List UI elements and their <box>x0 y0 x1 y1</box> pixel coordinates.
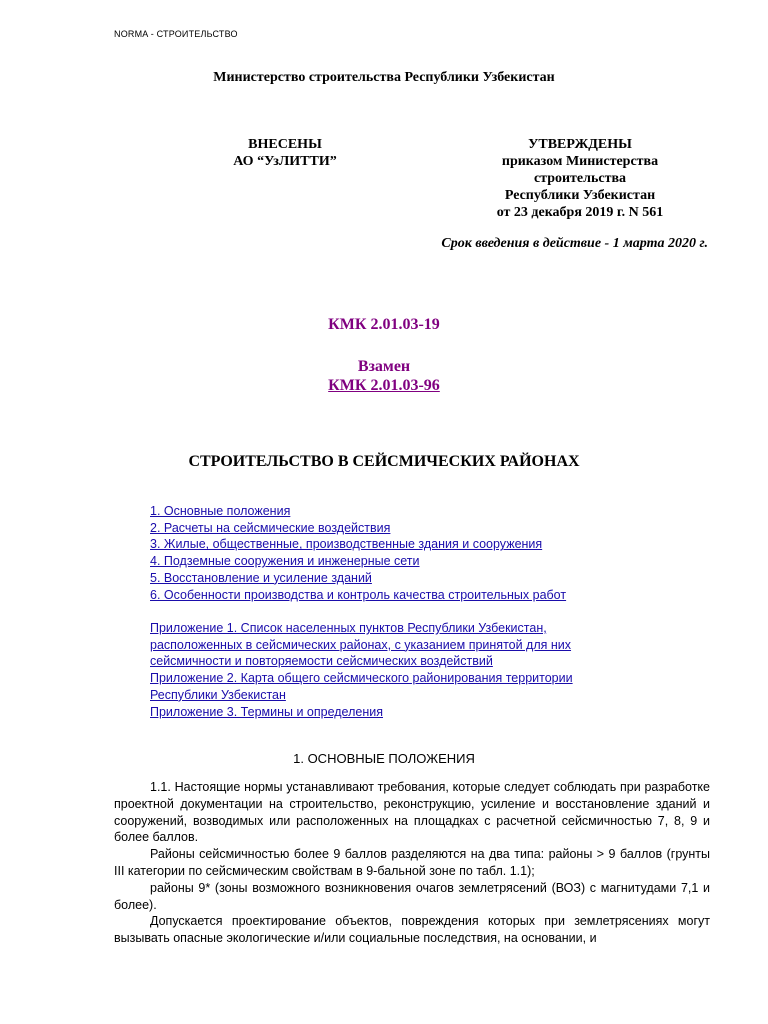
approved-line: приказом Министерства <box>501 154 659 169</box>
approved-line: от 23 декабря 2019 г. N 561 <box>496 205 664 220</box>
approved-line: Республики Узбекистан <box>504 188 656 203</box>
approved-label: УТВЕРЖДЕНЫ <box>528 137 632 152</box>
appendix-links <box>150 620 650 720</box>
table-of-contents <box>150 503 650 603</box>
toc-link-section-3[interactable]: 3. Жилые, общественные, производственные здания и сооружения <box>150 537 543 552</box>
section-body <box>114 779 710 947</box>
approved-line: строительства <box>533 171 627 186</box>
ministry-heading: Министерство строительства Республики Узбекистан <box>213 70 555 85</box>
effective-date: Срок введения в действие - 1 марта 2020 г. <box>441 236 708 251</box>
toc-link-section-1[interactable]: 1. Основные положения <box>150 504 291 518</box>
paragraph: 1.1. Настоящие нормы устанавливают требования, которые следует соблюдать при разработке проектной документации на строительство, реконструкцию, усиление и восстановление зданий и сооружений, возводимых или расположенных на площадках с расчетной сейсмичностью 7, 8, 9 и более баллов. <box>114 780 710 845</box>
paragraph: районы 9* (зоны возможного возникновения очагов землетрясений (ВОЗ) с магнитудами 7,1 и более). <box>114 880 710 912</box>
toc-link-section-6[interactable]: 6. Особенности производства и контроль качества строительных работ <box>150 587 567 602</box>
paragraph: Районы сейсмичностью более 9 баллов разделяются на два типа: районы > 9 баллов (грунты III категории по сейсмическим свойствам в 9-бальной зоне по табл. 1.1); <box>114 847 710 878</box>
appendix-3-link[interactable]: Приложение 3. Термины и определения <box>150 704 383 719</box>
appendix-1-link[interactable]: сейсмичности и повторяемости сейсмических воздействий <box>150 654 493 669</box>
introduced-by: АО “УзЛИТТИ” <box>233 154 337 169</box>
document-title: СТРОИТЕЛЬСТВО В СЕЙСМИЧЕСКИХ РАЙОНАХ <box>188 453 580 470</box>
approved-block <box>475 136 685 221</box>
appendix-1-link[interactable]: Приложение 1. Список населенных пунктов Республики Узбекистан, <box>150 621 547 635</box>
introduced-label: ВНЕСЕНЫ <box>248 137 322 152</box>
section-heading: 1. ОСНОВНЫЕ ПОЛОЖЕНИЯ <box>293 751 475 766</box>
toc-link-section-5[interactable]: 5. Восстановление и усиление зданий <box>150 570 372 585</box>
header-tag: NORMA - СТРОИТЕЛЬСТВО <box>114 29 238 39</box>
document-code: КМК 2.01.03-19 <box>328 316 440 333</box>
paragraph: Допускается проектирование объектов, повреждения которых при землетрясениях могут вызывать опасные экологические и/или социальные последствия, на основании, и <box>114 914 710 946</box>
introduced-block <box>210 136 360 170</box>
replaces-label: Взамен <box>357 358 411 375</box>
toc-link-section-4[interactable]: 4. Подземные сооружения и инженерные сети <box>150 554 420 569</box>
appendix-2-link[interactable]: Приложение 2. Карта общего сейсмического районирования территории <box>150 671 573 686</box>
replaces-code: КМК 2.01.03-96 <box>328 377 440 394</box>
appendix-1-link[interactable]: расположенных в сейсмических районах, с указанием принятой для них <box>150 637 572 652</box>
appendix-2-link[interactable]: Республики Узбекистан <box>150 687 286 702</box>
toc-link-section-2[interactable]: 2. Расчеты на сейсмические воздействия <box>150 520 391 535</box>
